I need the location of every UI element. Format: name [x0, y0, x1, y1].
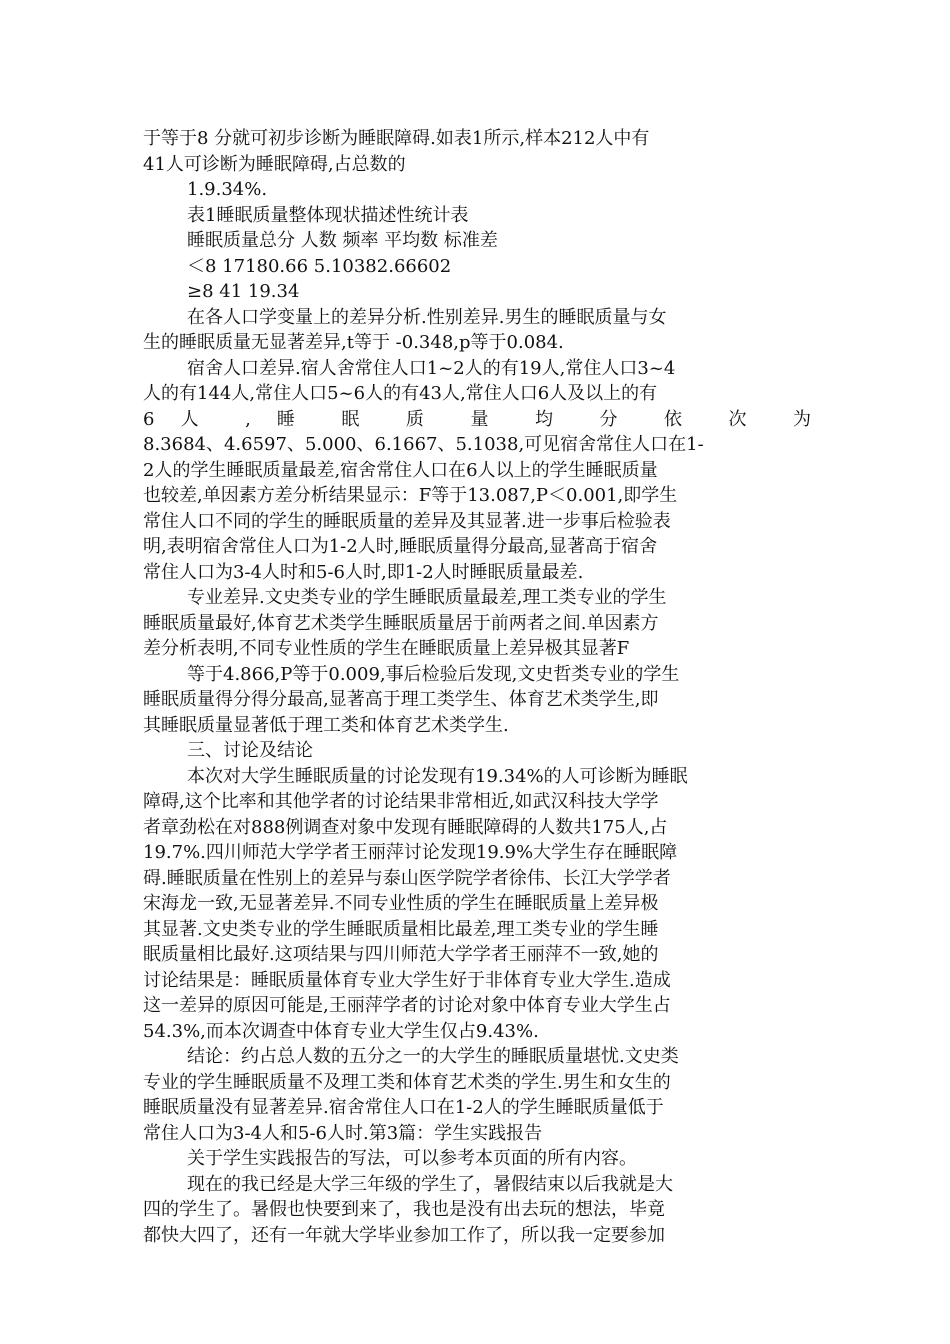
text-line: 常住人口为3-4人和5-6人时.第3篇：学生实践报告: [143, 1122, 543, 1144]
text-line: 生的睡眠质量无显著差异,t等于 -0.348,p等于0.084.: [143, 332, 564, 353]
text-line: 结论：约占总人数的五分之一的大学生的睡眠质量堪忧.文史类: [187, 1046, 679, 1067]
text-line: 睡眠质量没有显著差异.宿舍常住人口在1-2人的学生睡眠质量低于: [143, 1097, 664, 1118]
text-line: ≥8 41 19.34: [187, 281, 300, 302]
text-line: 差分析表明,不同专业性质的学生在睡眠质量上差异极其显著F: [143, 638, 630, 659]
text-line: 眠质量相比最好.这项结果与四川师范大学学者王丽萍不一致,她的: [143, 944, 659, 965]
text-line: 碍.睡眠质量在性别上的差异与泰山医学院学者徐伟、长江大学学者: [143, 867, 671, 889]
text-line: ＜8 17180.66 5.10382.66602: [187, 255, 452, 277]
text-line: 常住人口为3-4人时和5-6人时,即1-2人时睡眠质量最差.: [143, 561, 584, 583]
text-line: 都快大四了，还有一年就大学毕业参加工作了，所以我一定要参加: [143, 1224, 665, 1246]
text-line: 等于4.866,P等于0.009,事后检验后发现,文史哲类专业的学生: [187, 663, 680, 685]
text-line: 讨论结果是：睡眠质量体育专业大学生好于非体育专业大学生.造成: [143, 969, 671, 991]
text-line: 者章劲松在对888例调查对象中发现有睡眠障碍的人数共175人,占: [143, 816, 668, 838]
text-line: 2人的学生睡眠质量最差,宿舍常住人口在6人以上的学生睡眠质量: [143, 459, 658, 481]
document-page: [143, 126, 811, 1248]
text-line: 这一差异的原因可能是,王丽萍学者的讨论对象中体育专业大学生占: [143, 995, 671, 1016]
text-line: 6 人 , 睡 眠 质 量 均 分 依 次 为: [143, 408, 811, 430]
text-line: 睡眠质量得分得分最高,显著高于理工类学生、体育艺术类学生,即: [143, 689, 659, 710]
text-line: 宿舍人口差异.宿人舍常住人口1~2人的有19人,常住人口3~4: [187, 357, 676, 379]
text-line: 睡眠质量最好,体育艺术类学生睡眠质量居于前两者之间.单因素方: [143, 612, 659, 634]
text-line: 现在的我已经是大学三年级的学生了，暑假结束以后我就是大: [187, 1173, 673, 1195]
text-line: 本次对大学生睡眠质量的讨论发现有19.34%的人可诊断为睡眠: [187, 765, 688, 787]
text-line: 人的有144人,常住人口5~6人的有43人,常住人口6人及以上的有: [143, 383, 658, 404]
text-line: 三、讨论及结论: [187, 740, 313, 761]
text-line: 41人可诊断为睡眠障碍,占总数的: [143, 153, 406, 175]
text-line: 明,表明宿舍常住人口为1-2人时,睡眠质量得分最高,显著高于宿舍: [143, 536, 658, 557]
text-line: 8.3684、4.6597、5.000、6.1667、5.1038,可见宿舍常住人口在1-: [143, 434, 704, 455]
text-line: 在各人口学变量上的差异分析.性别差异.男生的睡眠质量与女: [187, 306, 667, 328]
text-line: 其睡眠质量显著低于理工类和体育艺术类学生.: [143, 714, 509, 736]
text-line: 1.9.34%.: [187, 179, 268, 200]
text-line: 宋海龙一致,无显著差异.不同专业性质的学生在睡眠质量上差异极: [143, 893, 659, 914]
text-line: 四的学生了。暑假也快要到来了，我也是没有出去玩的想法，毕竟: [143, 1199, 665, 1220]
text-line: 专业的学生睡眠质量不及理工类和体育艺术类的学生.男生和女生的: [143, 1071, 671, 1093]
text-line: 常住人口不同的学生的睡眠质量的差异及其显著.进一步事后检验表: [143, 510, 671, 532]
text-line: 19.7%.四川师范大学学者王丽萍讨论发现19.9%大学生存在睡眠障: [143, 842, 678, 863]
text-line: 54.3%,而本次调查中体育专业大学生仅占9.43%.: [143, 1020, 539, 1042]
text-line: 也较差,单因素方差分析结果显示：F等于13.087,P＜0.001,即学生: [143, 485, 678, 506]
text-line: 专业差异.文史类专业的学生睡眠质量最差,理工类专业的学生: [187, 587, 667, 608]
text-line: 睡眠质量总分 人数 频率 平均数 标准差: [187, 230, 498, 251]
text-line: 于等于8 分就可初步诊断为睡眠障碍.如表1所示,样本212人中有: [143, 128, 650, 149]
text-line: 障碍,这个比率和其他学者的讨论结果非常相近,如武汉科技大学学: [143, 791, 659, 812]
text-line: 表1睡眠质量整体现状描述性统计表: [187, 204, 469, 226]
text-line: 其显著.文史类专业的学生睡眠质量相比最差,理工类专业的学生睡: [143, 918, 659, 940]
text-line: 关于学生实践报告的写法，可以参考本页面的所有内容。: [187, 1148, 637, 1169]
